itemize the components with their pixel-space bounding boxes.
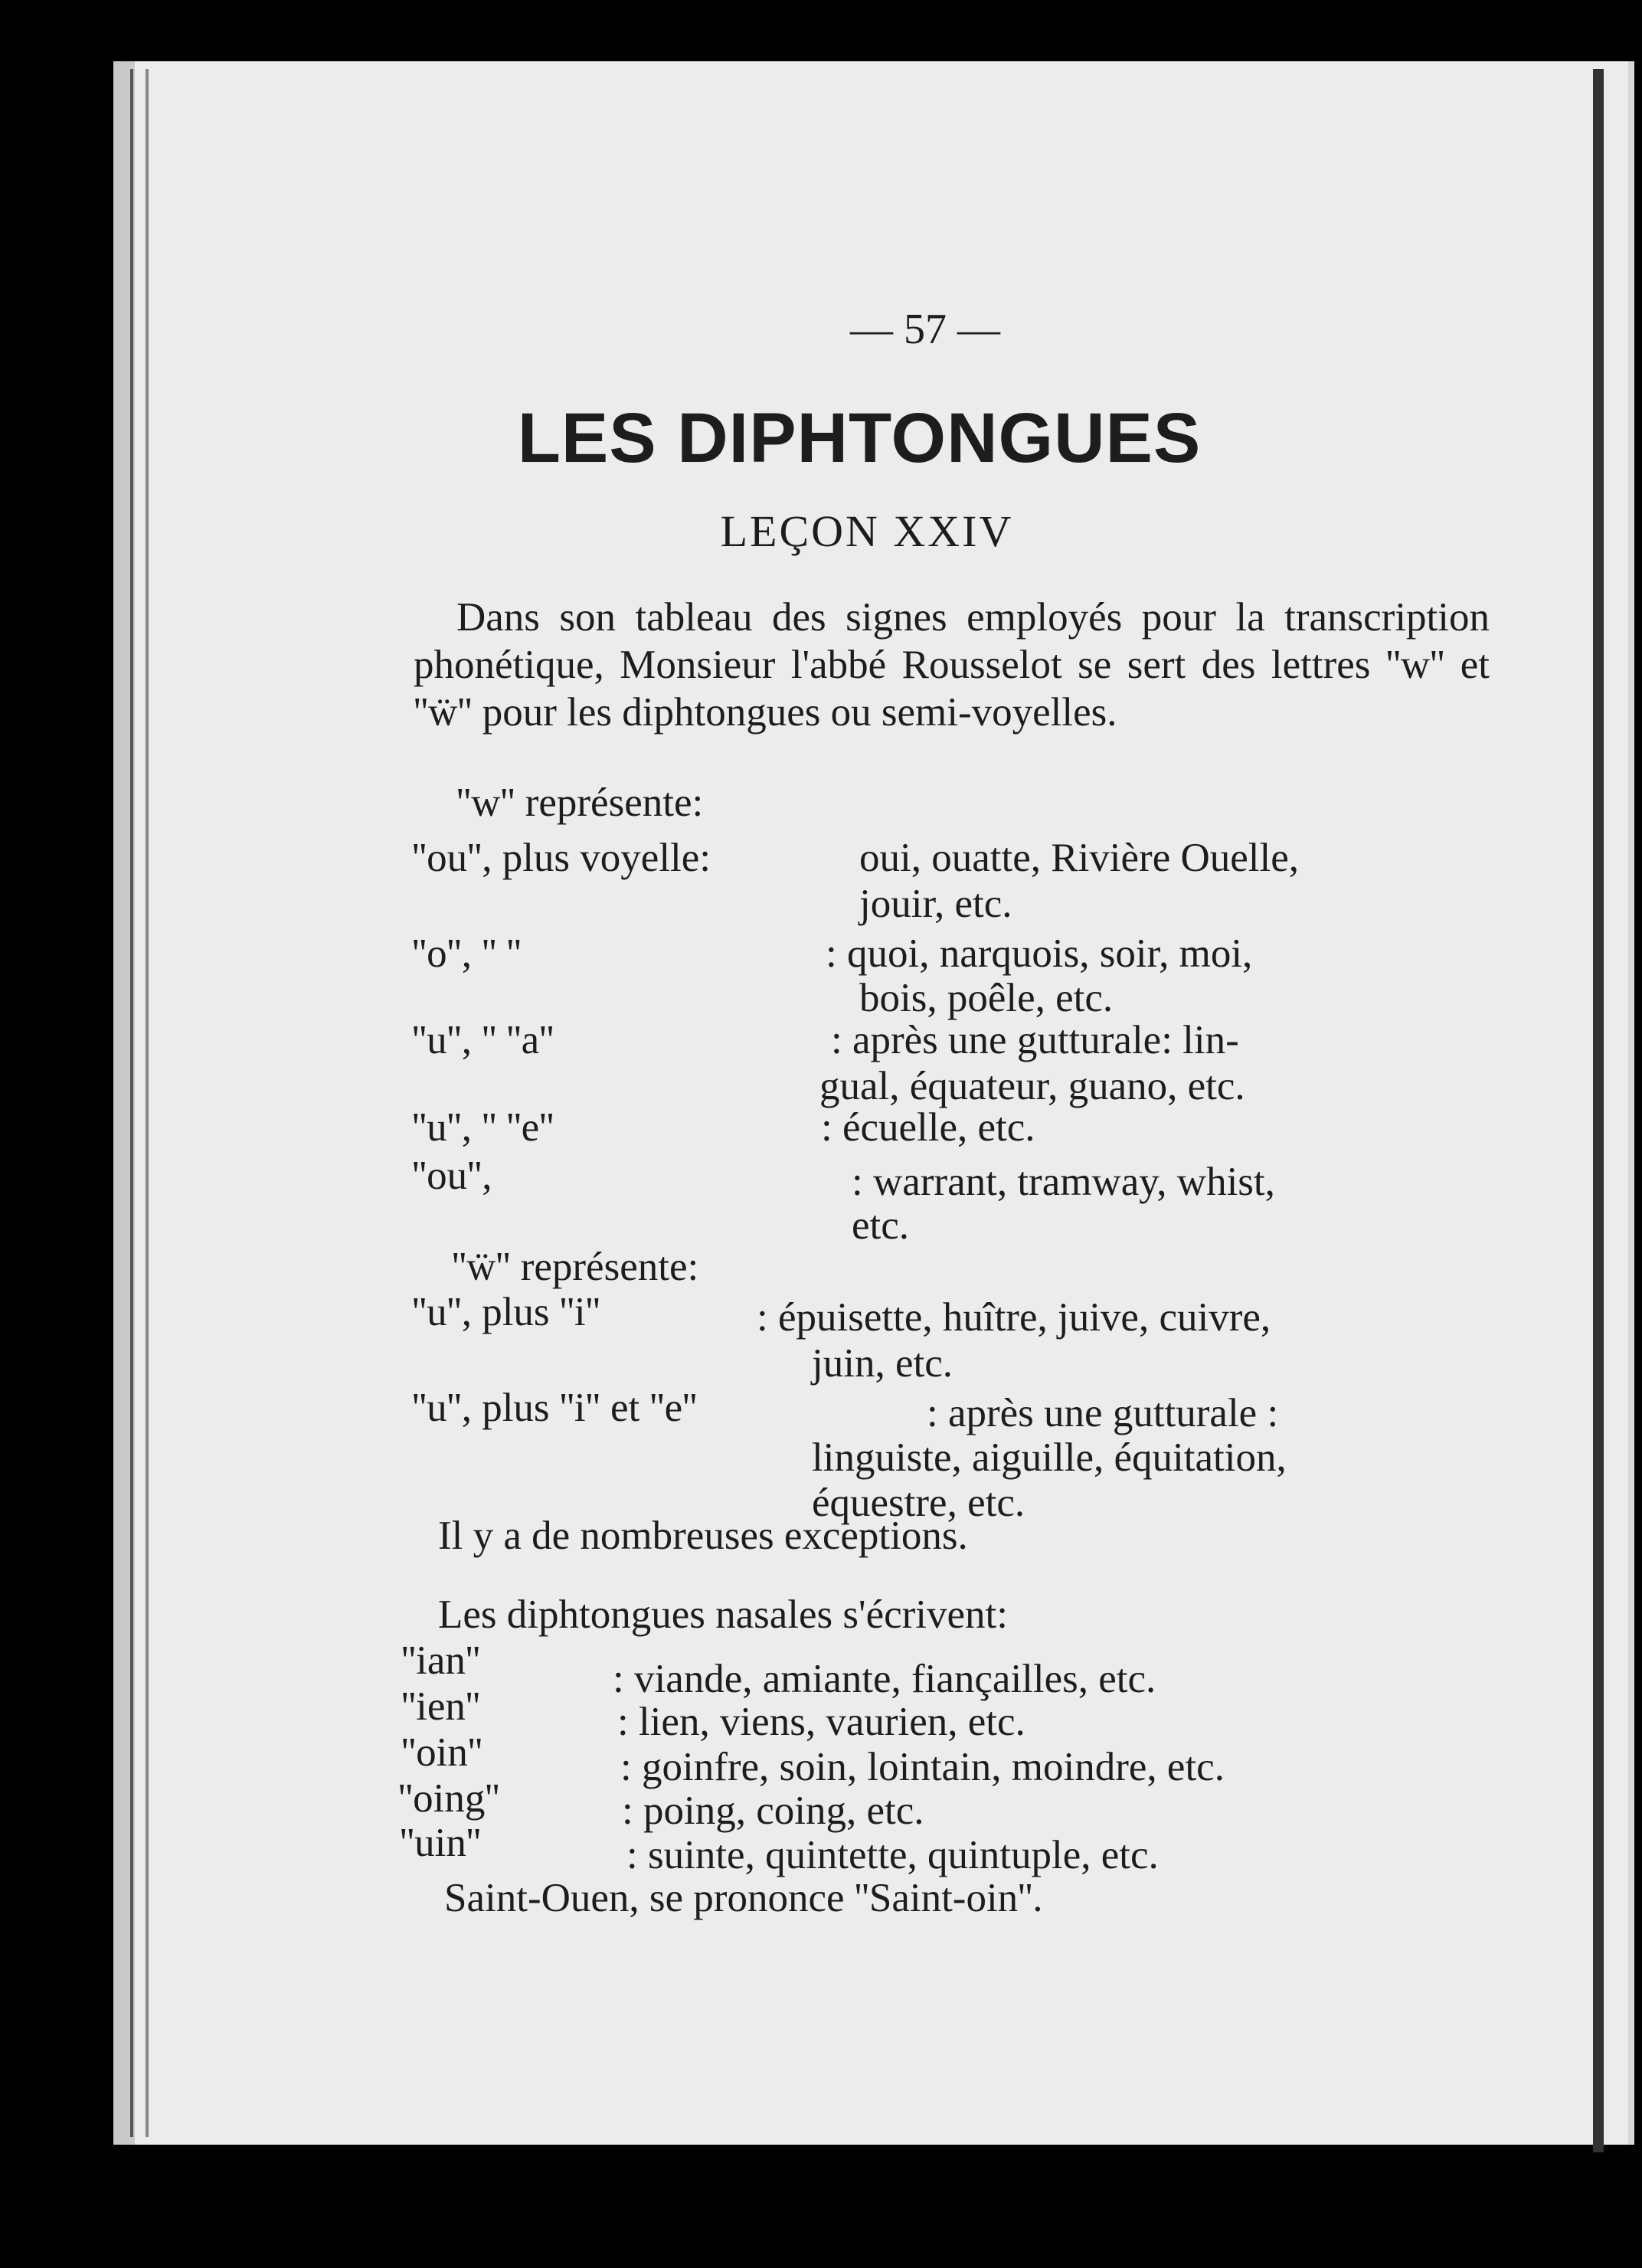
w-row-examples: : quoi, narquois, soir, moi, <box>826 931 1253 976</box>
w-row-examples-cont: etc. <box>852 1203 910 1248</box>
nasal-row-examples: : goinfre, soin, lointain, moindre, etc. <box>620 1745 1225 1789</box>
w-row-label: ''ou'', plus voyelle: <box>412 836 711 880</box>
w-heading: ''w'' représente: <box>456 781 704 825</box>
spine-line <box>146 69 149 2137</box>
w2-row-examples-cont: équestre, etc. <box>812 1481 1025 1525</box>
page-edge-shadow <box>1593 69 1604 2152</box>
nasal-row-label: ''oing'' <box>398 1776 500 1821</box>
page-number: — 57 — <box>850 306 1000 353</box>
w-row-label: ''u'', '' ''a'' <box>412 1018 554 1062</box>
w-row-examples-cont: bois, poêle, etc. <box>859 976 1114 1020</box>
nasal-row-label: ''ian'' <box>401 1638 480 1683</box>
w2-row-examples: : après une gutturale : <box>927 1391 1279 1435</box>
nasal-row-label: ''ien'' <box>401 1684 480 1729</box>
w-row-label: ''u'', '' ''e'' <box>412 1105 554 1150</box>
w-row-examples: oui, ouatte, Rivière Ouelle, <box>859 836 1299 880</box>
w-row-examples-cont: gual, équateur, guano, etc. <box>819 1064 1245 1108</box>
w-row-label: ''ou'', <box>412 1154 492 1198</box>
w-row-examples: : après une gutturale: lin- <box>831 1018 1239 1062</box>
intro-paragraph: Dans son tableau des signes employés pour la transcription phonétique, Monsieur l'abbé Rousselot se sert des lettres ''w'' et ''ẅ'' pour les diphtongues ou semi-voyelles. <box>414 595 1490 735</box>
lesson-heading: LEÇON XXIV <box>720 506 1014 556</box>
nasal-row-examples: : viande, amiante, fiançailles, etc. <box>613 1657 1156 1701</box>
w2-row-examples-cont: linguiste, aiguille, équitation, <box>812 1435 1287 1480</box>
nasal-row-label: ''oin'' <box>401 1730 482 1775</box>
w2-row-examples: : épuisette, huître, juive, cuivre, <box>757 1295 1271 1340</box>
w2-row-label: ''u'', plus ''i'' <box>412 1290 600 1334</box>
exceptions-note: Il y a de nombreuses exceptions. <box>438 1514 968 1558</box>
w-row-examples: : warrant, tramway, whist, <box>852 1160 1275 1204</box>
w2-row-label: ''u'', plus ''i'' et ''e'' <box>412 1386 698 1430</box>
w2-heading: ''ẅ'' représente: <box>452 1245 699 1289</box>
nasal-row-examples: : suinte, quintette, quintuple, etc. <box>626 1833 1159 1877</box>
nasal-heading: Les diphtongues nasales s'écrivent: <box>438 1592 1008 1637</box>
w-row-examples: : écuelle, etc. <box>821 1105 1035 1150</box>
spine-line <box>130 69 133 2137</box>
closing-line: Saint-Ouen, se prononce ''Saint-oin''. <box>444 1876 1043 1920</box>
nasal-row-label: ''uin'' <box>400 1821 481 1865</box>
page-title: LES DIPHTONGUES <box>517 399 1202 477</box>
w2-row-examples-cont: juin, etc. <box>812 1341 953 1386</box>
w-row-examples-cont: jouir, etc. <box>859 882 1012 926</box>
nasal-row-examples: : lien, viens, vaurien, etc. <box>617 1700 1025 1744</box>
w-row-label: ''o'', '' '' <box>412 931 522 976</box>
nasal-row-examples: : poing, coing, etc. <box>622 1789 924 1833</box>
